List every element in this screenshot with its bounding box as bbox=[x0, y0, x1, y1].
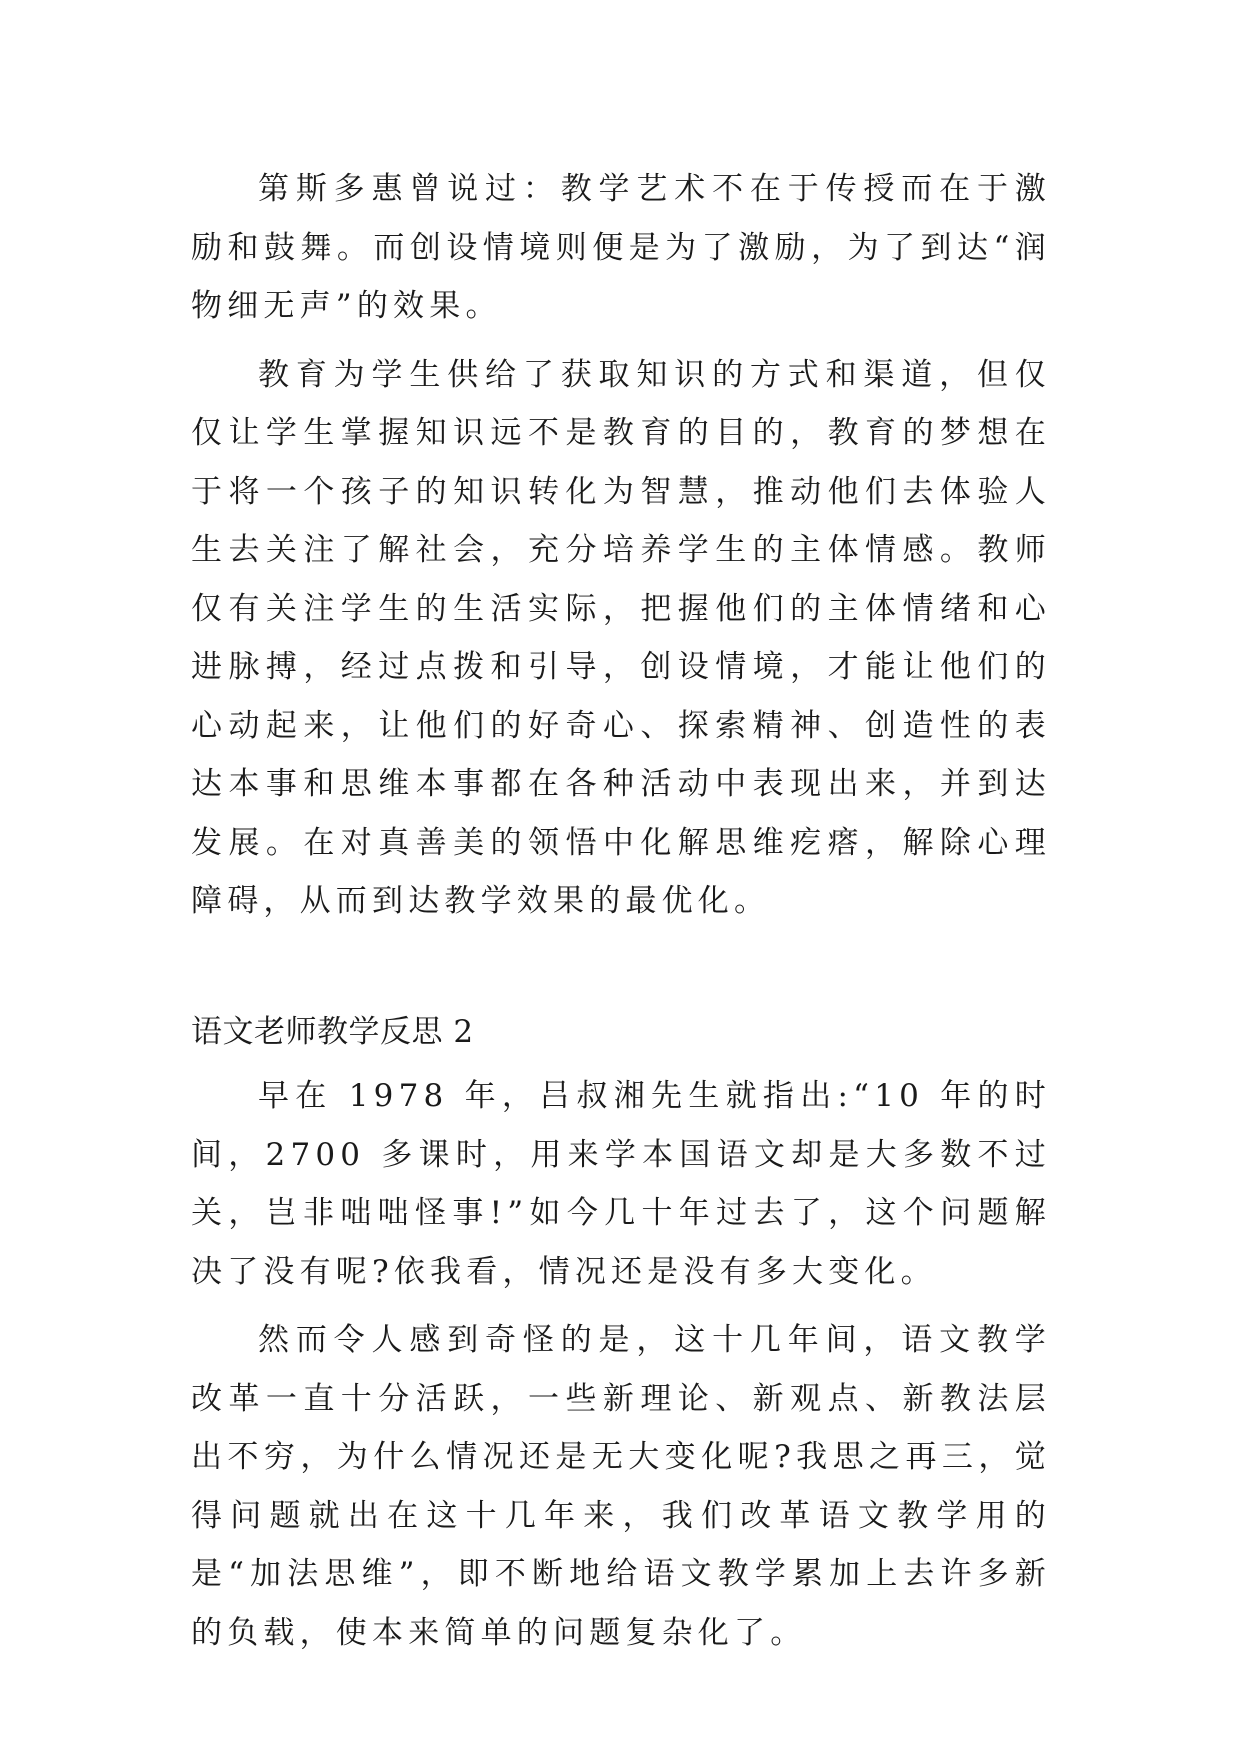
paragraph: 早在 1978 年，吕叔湘先生就指出:“10 年的时间，2700 多课时，用来学本国语文却是大多数不过关，岂非咄咄怪事!”如今几十年过去了，这个问题解决了没有呢?依我看，情况还是没有多大变化。 bbox=[191, 1078, 1051, 1290]
document-body bbox=[191, 160, 1051, 1662]
paragraph: 然而令人感到奇怪的是，这十几年间，语文教学改革一直十分活跃，一些新理论、新观点、新教法层出不穷，为什么情况还是无大变化呢?我思之再三，觉得问题就出在这十几年来，我们改革语文教学用的是“加法思维”，即不断地给语文教学累加上去许多新的负载，使本来简单的问题复杂化了。 bbox=[191, 1322, 1051, 1651]
paragraph: 教育为学生供给了获取知识的方式和渠道，但仅仅让学生掌握知识远不是教育的目的，教育的梦想在于将一个孩子的知识转化为智慧，推动他们去体验人生去关注了解社会，充分培养学生的主体情感。教师仅有关注学生的生活实际，把握他们的主体情绪和心进脉搏，经过点拨和引导，创设情境，才能让他们的心动起来，让他们的好奇心、探索精神、创造性的表达本事和思维本事都在各种活动中表现出来，并到达发展。在对真善美的领悟中化解思维疙瘩，解除心理障碍，从而到达教学效果的最优化。 bbox=[191, 356, 1051, 919]
paragraph: 第斯多惠曾说过：教学艺术不在于传授而在于激励和鼓舞。而创设情境则便是为了激励，为了到达“润物细无声”的效果。 bbox=[191, 171, 1051, 324]
section-title: 语文老师教学反思 2 bbox=[191, 1013, 474, 1050]
